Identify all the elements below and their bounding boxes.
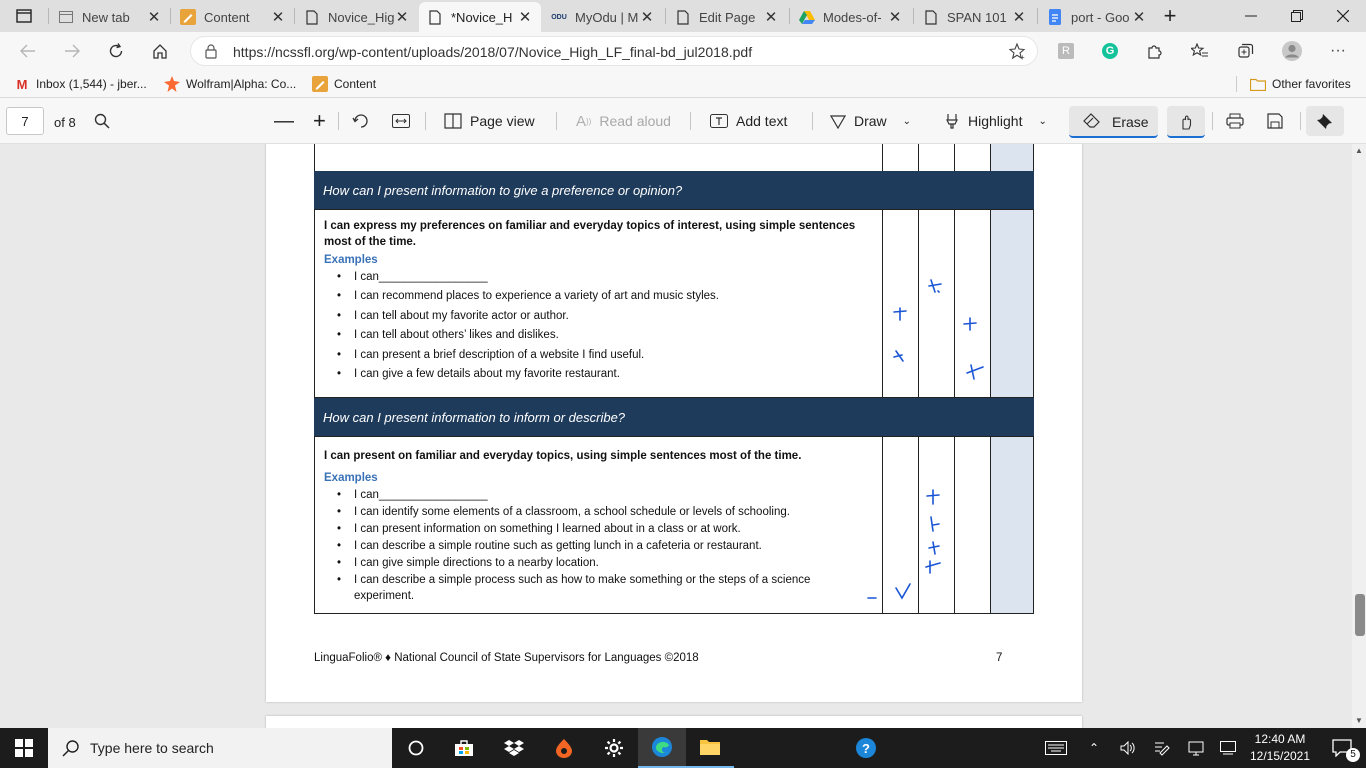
fit-width-icon bbox=[392, 114, 410, 128]
section-header: How can I present information to give a preference or opinion? bbox=[314, 171, 1034, 209]
help-icon bbox=[855, 737, 877, 759]
extensions-button[interactable] bbox=[1138, 36, 1170, 66]
zoom-out-button[interactable] bbox=[274, 106, 294, 136]
pdf-next-page bbox=[266, 716, 1082, 728]
home-icon bbox=[152, 43, 168, 59]
tab-title: Content bbox=[204, 9, 250, 25]
google-docs-icon bbox=[1047, 9, 1063, 25]
close-icon bbox=[1337, 10, 1349, 22]
lock-icon bbox=[205, 44, 217, 59]
ink-mark bbox=[967, 365, 983, 379]
ink-mark bbox=[964, 318, 976, 330]
close-tab-icon[interactable]: ✕ bbox=[1012, 9, 1026, 26]
pin-toolbar-button[interactable] bbox=[1306, 106, 1344, 136]
pencil-icon bbox=[180, 9, 196, 25]
new-tab-button[interactable]: + bbox=[1163, 3, 1177, 28]
back-arrow-icon bbox=[20, 44, 36, 58]
keyboard-layout-icon bbox=[1220, 741, 1236, 755]
minimize-icon bbox=[1245, 15, 1257, 17]
action-center-button[interactable] bbox=[1318, 728, 1366, 768]
ink-mark bbox=[894, 308, 906, 320]
add-text-button[interactable] bbox=[710, 106, 787, 136]
start-button[interactable] bbox=[0, 728, 48, 768]
back-button[interactable] bbox=[12, 36, 44, 66]
restore-icon bbox=[1291, 10, 1303, 22]
favorite-wolfram[interactable] bbox=[164, 76, 296, 92]
scrollbar[interactable] bbox=[1352, 144, 1366, 728]
refresh-button[interactable] bbox=[100, 36, 132, 66]
pdf-page bbox=[266, 144, 1082, 702]
forward-arrow-icon bbox=[64, 44, 80, 58]
section-header: How can I present information to inform or describe? bbox=[314, 398, 1034, 436]
tab-title: *Novice_H bbox=[451, 9, 513, 25]
page-number: 7 bbox=[996, 652, 1003, 664]
draw-button[interactable] bbox=[830, 106, 911, 136]
read-aloud-label: Read aloud bbox=[599, 113, 671, 129]
close-tab-icon[interactable]: ✕ bbox=[271, 9, 285, 26]
taskbar-file-explorer[interactable] bbox=[686, 728, 734, 768]
favorite-content[interactable] bbox=[312, 76, 376, 92]
section1-table: I can express my preferences on familiar and everyday topics of interest, using simple sentences most of the time. Examples • I can_________________ • I can recommend places to experience a variety of art and music styles. • I can tell about my favorite actor or author. • I can tell about others’ likes and dislikes. • I can present a brief description of a website I find useful. • I can give a few details about my favorite restaurant. bbox=[314, 209, 1034, 398]
extension-button[interactable] bbox=[1050, 36, 1082, 66]
scroll-up-icon[interactable]: ▲ bbox=[1355, 146, 1363, 155]
page-footer: LinguaFolio® ♦ National Council of State Supervisors for Languages ©2018 bbox=[314, 652, 699, 664]
clock-time: 12:40 AM bbox=[1254, 732, 1306, 746]
document-icon bbox=[675, 9, 691, 25]
url-text[interactable]: https://ncssfl.org/wp-content/uploads/2018/07/Novice_High_LF_final-bd_jul2018.pdf bbox=[233, 44, 753, 60]
orange-app-icon bbox=[555, 738, 573, 758]
tab-title: New tab bbox=[82, 9, 130, 25]
ink-mark bbox=[929, 542, 939, 554]
forward-button[interactable] bbox=[56, 36, 88, 66]
tab-novice-high[interactable] bbox=[296, 2, 418, 32]
tray-network[interactable] bbox=[1178, 728, 1214, 768]
document-icon bbox=[427, 9, 443, 25]
tab-title: Edit Page bbox=[699, 9, 756, 25]
new-tab-page-icon bbox=[58, 9, 74, 25]
can-do-statement: I can present on familiar and everyday topics, using simple sentences most of the time. bbox=[324, 450, 802, 462]
cortana-icon bbox=[408, 740, 424, 756]
ink-mark bbox=[896, 584, 910, 598]
fit-page-button[interactable] bbox=[392, 106, 410, 136]
tab-new-tab[interactable] bbox=[50, 2, 170, 32]
tab-span-101[interactable] bbox=[915, 2, 1035, 32]
search-icon bbox=[94, 113, 110, 129]
eraser-icon bbox=[1083, 113, 1101, 132]
restore-button[interactable] bbox=[1274, 0, 1320, 32]
taskbar-app[interactable] bbox=[540, 728, 588, 768]
draw-label: Draw bbox=[854, 113, 887, 129]
taskbar-dropbox[interactable] bbox=[490, 728, 538, 768]
ink-mark bbox=[927, 490, 939, 504]
printer-icon bbox=[1226, 113, 1244, 129]
svg-text:+: + bbox=[1020, 53, 1025, 61]
scroll-down-icon[interactable]: ▼ bbox=[1355, 716, 1363, 725]
pin-icon bbox=[1317, 113, 1333, 129]
document-icon bbox=[304, 9, 320, 25]
tab-edit-page[interactable] bbox=[667, 2, 787, 32]
examples-label: Examples bbox=[324, 254, 378, 266]
chevron-down-icon[interactable]: ⌄ bbox=[1038, 115, 1047, 127]
other-favorites[interactable] bbox=[1250, 76, 1351, 92]
erase-button[interactable] bbox=[1069, 106, 1158, 138]
collections-button[interactable] bbox=[1230, 36, 1262, 66]
tray-pen[interactable] bbox=[1144, 728, 1180, 768]
add-text-icon bbox=[710, 114, 728, 128]
page-number-input[interactable]: 7 bbox=[6, 107, 44, 135]
read-aloud-icon: A )) bbox=[576, 112, 592, 130]
grammarly-button[interactable] bbox=[1094, 36, 1126, 66]
search-icon bbox=[62, 739, 80, 757]
tab-google-docs[interactable] bbox=[1039, 2, 1155, 32]
reader-extension-icon: R bbox=[1058, 43, 1074, 59]
close-tab-icon[interactable]: ✕ bbox=[640, 9, 654, 26]
taskbar bbox=[0, 728, 1366, 768]
tab-title: Novice_Hig bbox=[328, 9, 394, 25]
ink-mark bbox=[926, 561, 940, 573]
chevron-down-icon[interactable]: ⌄ bbox=[902, 115, 912, 127]
notification-count-badge: 5 bbox=[1346, 748, 1360, 762]
odu-icon: ODU bbox=[551, 13, 567, 21]
tab-modes-of[interactable] bbox=[791, 2, 911, 32]
tray-keyboard[interactable] bbox=[1032, 728, 1080, 768]
display-icon bbox=[1188, 740, 1204, 756]
gmail-icon: M bbox=[16, 76, 28, 92]
speaker-icon bbox=[1120, 741, 1136, 755]
draw-pen-icon bbox=[830, 113, 846, 129]
search-placeholder: Type here to search bbox=[90, 740, 214, 756]
favorite-gmail[interactable] bbox=[14, 76, 147, 92]
page-total: of 8 bbox=[54, 115, 76, 130]
taskbar-help[interactable] bbox=[842, 728, 890, 768]
close-tab-icon[interactable]: ✕ bbox=[395, 9, 409, 26]
favorite-label: Inbox (1,544) - jber... bbox=[36, 77, 147, 91]
taskbar-search[interactable] bbox=[48, 728, 392, 768]
close-tab-icon[interactable]: ✕ bbox=[764, 9, 778, 26]
edge-browser-icon bbox=[651, 736, 673, 758]
read-aloud-button[interactable] bbox=[576, 106, 671, 136]
task-view-button[interactable] bbox=[392, 728, 440, 768]
document-icon bbox=[923, 9, 939, 25]
touch-keyboard-icon bbox=[1045, 741, 1067, 755]
plus-icon: + bbox=[313, 108, 326, 133]
gear-icon bbox=[604, 738, 624, 758]
google-drive-icon bbox=[799, 9, 815, 25]
refresh-icon bbox=[108, 43, 124, 59]
page-view-button[interactable] bbox=[444, 106, 535, 136]
tab-content[interactable] bbox=[172, 2, 294, 32]
tab-title: SPAN 101 bbox=[947, 9, 1007, 25]
favorites-bar bbox=[0, 70, 1366, 98]
more-dots-icon: ··· bbox=[1330, 42, 1346, 59]
avatar bbox=[1281, 40, 1303, 62]
add-text-label: Add text bbox=[736, 113, 788, 129]
clock-date: 12/15/2021 bbox=[1249, 749, 1311, 763]
zoom-in-button[interactable] bbox=[313, 106, 326, 136]
favorite-label: Content bbox=[334, 77, 377, 91]
system-clock[interactable] bbox=[1240, 731, 1320, 765]
favorites-list-icon bbox=[1191, 43, 1209, 59]
collections-icon bbox=[1238, 43, 1254, 59]
find-button[interactable] bbox=[94, 106, 110, 136]
puzzle-icon bbox=[1146, 43, 1162, 59]
favorites-button[interactable] bbox=[1184, 36, 1216, 66]
folder-icon bbox=[1250, 76, 1266, 92]
tab-actions-glyph-icon bbox=[16, 9, 32, 23]
settings-more-button[interactable] bbox=[1322, 36, 1354, 66]
ink-workspace-icon bbox=[1154, 740, 1170, 756]
close-tab-icon[interactable]: ✕ bbox=[888, 9, 902, 26]
touch-writing-button[interactable] bbox=[1167, 106, 1205, 138]
ink-mark bbox=[929, 280, 941, 292]
profile-button[interactable] bbox=[1276, 36, 1308, 66]
rotate-icon bbox=[352, 112, 370, 130]
page-view-label: Page view bbox=[470, 113, 535, 129]
section2-table: I can present on familiar and everyday topics, using simple sentences most of the time. Examples • I can_________________ • I can identify some elements of a classroom, a school schedule or levels of schooling. • I can present information on something I learned about in a class or at work. • I can describe a simple routine such as getting lunch in a cafeteria or restaurant. • I can give simple directions to a nearby location. • I can describe a simple process such as how to make something or the steps of a science experiment. bbox=[314, 436, 1034, 614]
folder-icon bbox=[699, 738, 721, 756]
tray-chevron-up-icon[interactable]: ⌃ bbox=[1088, 741, 1100, 755]
store-icon bbox=[454, 739, 474, 757]
highlight-label: Highlight bbox=[968, 113, 1023, 129]
save-button[interactable] bbox=[1267, 106, 1283, 136]
can-do-statement: I can express my preferences on familiar and everyday topics of interest, using simple sentences most of the time. bbox=[324, 220, 856, 248]
scrollbar-thumb[interactable] bbox=[1355, 594, 1365, 636]
save-disk-icon bbox=[1267, 113, 1283, 129]
ink-annotations bbox=[266, 144, 1082, 622]
minimize-button[interactable] bbox=[1228, 0, 1274, 32]
grammarly-icon: G bbox=[1102, 43, 1118, 59]
tab-novice-high-active[interactable] bbox=[419, 2, 541, 32]
address-bar[interactable] bbox=[190, 36, 1038, 66]
tab-actions-icon[interactable] bbox=[0, 0, 48, 32]
close-window-button[interactable] bbox=[1320, 0, 1366, 32]
close-tab-icon[interactable]: ✕ bbox=[147, 9, 161, 26]
tab-myodu[interactable] bbox=[543, 2, 663, 32]
print-button[interactable] bbox=[1226, 106, 1244, 136]
touch-hand-icon bbox=[1178, 112, 1194, 130]
taskbar-edge[interactable] bbox=[638, 728, 686, 768]
examples-label: Examples bbox=[324, 472, 378, 484]
tray-volume[interactable] bbox=[1110, 728, 1146, 768]
highlighter-icon bbox=[944, 113, 960, 129]
tab-title: MyOdu | M bbox=[575, 9, 639, 25]
rotate-button[interactable] bbox=[352, 106, 370, 136]
ink-mark bbox=[931, 517, 939, 531]
ink-mark bbox=[894, 351, 903, 361]
taskbar-store[interactable] bbox=[440, 728, 488, 768]
home-button[interactable] bbox=[144, 36, 176, 66]
taskbar-settings[interactable] bbox=[590, 728, 638, 768]
minus-icon: — bbox=[274, 109, 294, 132]
close-tab-icon[interactable]: ✕ bbox=[518, 9, 532, 26]
favorite-label: Wolfram|Alpha: Co... bbox=[186, 77, 297, 91]
other-favorites-label: Other favorites bbox=[1272, 77, 1351, 91]
erase-label: Erase bbox=[1112, 114, 1149, 130]
dropbox-icon bbox=[503, 739, 525, 757]
page-view-icon bbox=[444, 113, 462, 129]
navigation-bar bbox=[0, 32, 1366, 70]
close-tab-icon[interactable]: ✕ bbox=[1132, 9, 1146, 26]
tab-title: Modes-of- bbox=[823, 9, 882, 25]
svg-text:?: ? bbox=[862, 741, 870, 756]
windows-logo-icon bbox=[15, 739, 33, 757]
highlight-button[interactable] bbox=[944, 106, 1047, 136]
add-favorite-icon[interactable] bbox=[1009, 43, 1027, 61]
tab-strip bbox=[0, 0, 1366, 32]
pencil-icon bbox=[312, 76, 328, 92]
pdf-toolbar bbox=[0, 98, 1366, 144]
tab-title: port - Goo bbox=[1071, 9, 1130, 25]
wolfram-icon bbox=[164, 76, 180, 92]
pdf-viewer[interactable] bbox=[0, 144, 1366, 728]
